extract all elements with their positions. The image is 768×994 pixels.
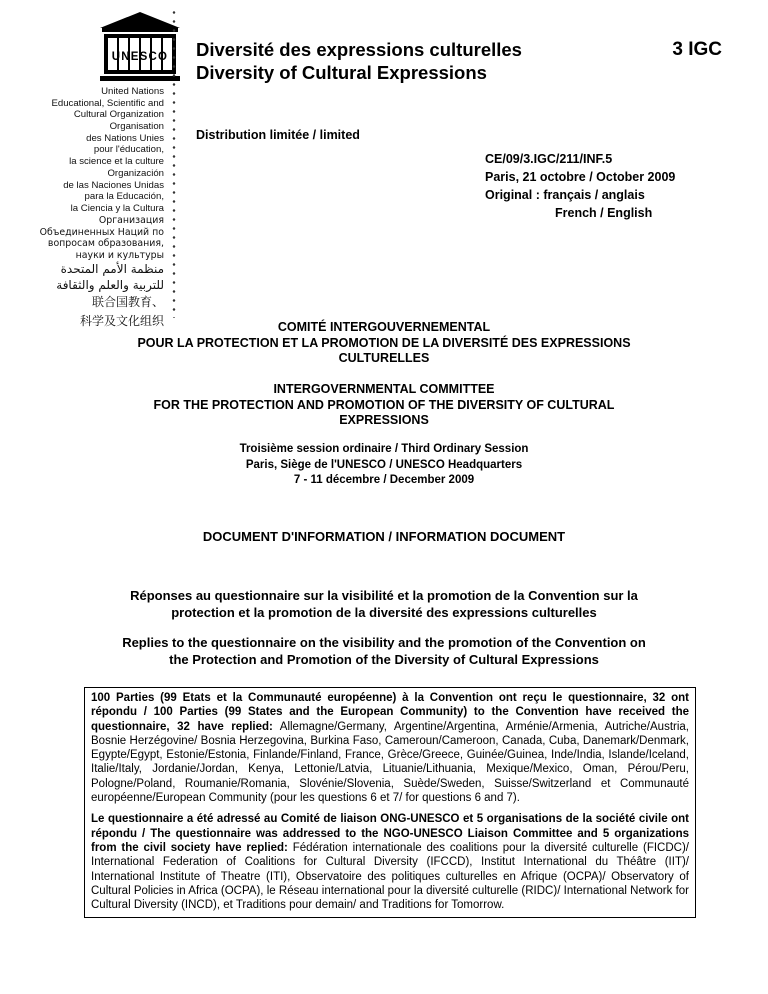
org-name-ru <box>40 215 164 261</box>
org-line: des Nations Unies <box>86 132 164 144</box>
committee-line: CULTURELLES <box>338 351 430 365</box>
subject-line: Replies to the questionnaire on the visibility and the promotion of the Convention on <box>122 635 646 650</box>
dotted-divider <box>172 8 176 318</box>
session-name: Troisième session ordinaire / Third Ordinary Session <box>239 443 529 455</box>
subject-line: protection et la promotion de la diversité des expressions culturelles <box>171 604 597 620</box>
document-type: DOCUMENT D'INFORMATION / INFORMATION DOCUMENT <box>202 529 566 544</box>
committee-line: COMITÉ INTERGOUVERNEMENTAL <box>277 320 491 334</box>
distribution-label: Distribution limitée / limited <box>196 128 360 142</box>
document-original-language-en: French / English <box>555 206 653 220</box>
subject-fr <box>60 588 708 621</box>
parties-intro: 100 Parties (99 Etats et la Communauté européenne) à la Convention ont reçu le questionnaire, 32 ont répondu / 100 Parties (99 States and the European Community) to the Convention have received the questionnaire, 32 have replied: <box>91 692 689 733</box>
org-line: Организация <box>98 215 164 226</box>
org-line: 科学及文化组织 <box>79 314 164 328</box>
document-code: CE/09/3.IGC/211/INF.5 <box>485 152 613 166</box>
org-line: вопросам образования, <box>47 238 164 249</box>
title-fr: Diversité des expressions culturelles <box>196 39 522 60</box>
org-line: la Ciencia y la Cultura <box>70 202 164 214</box>
org-line: Объединенных Наций по <box>39 226 164 238</box>
org-line: Cultural Organization <box>73 109 164 120</box>
session-dates: 7 - 11 décembre / December 2009 <box>293 474 475 486</box>
ngo-intro: Le questionnaire a été adressé au Comité de liaison ONG-UNESCO et 5 organisations de la société civile ont répondu / The questionnaire was addressed to the NGO-UNESCO Liaison Committee and 5 organizations from the civil society have replied: <box>91 813 689 854</box>
committee-line: POUR LA PROTECTION ET LA PROMOTION DE LA DIVERSITÉ DES EXPRESSIONS <box>137 335 631 350</box>
org-line: United Nations <box>101 86 164 97</box>
org-line: la science et la culture <box>69 155 164 167</box>
org-line: de las Naciones Unidas <box>63 179 164 191</box>
org-line: للتربية والعلم والثقافة <box>56 278 164 292</box>
unesco-logo <box>34 10 169 328</box>
subject-line: the Protection and Promotion of the Diversity of Cultural Expressions <box>169 651 599 667</box>
org-line: Organisation <box>109 121 164 132</box>
org-name-fr <box>69 121 164 167</box>
org-line: Educational, Scientific and <box>51 97 164 109</box>
document-original-language: Original : français / anglais <box>485 188 645 202</box>
title-en: Diversity of Cultural Expressions <box>196 62 487 83</box>
parties-list: Allemagne/Germany, Argentine/Argentina, Arménie/Armenia, Autriche/Austria, Bosnie Herzégovine/ Bosnia Herzegovina, Burkina Faso, Cameroun/Cameroon, Canada, Cuba, Danemark/Denmark, Egypte/Egypt, Estonie/Estonia, Finlande/Finland, France, Grèce/Greece, Guinée/Guinea, Inde/India, Islande/Iceland, Italie/Italy, Jordanie/Jordan, Kenya, Lettonie/Latvia, Lituanie/Lithuania, Mexique/Mexico, Oman, Pérou/Peru, Pologne/Poland, Roumanie/Romania, Slovénie/Slovenia, Suède/Sweden, Suisse/Switzerland et Communauté européenne/European Community (pour les questions 6 et 7/ for questions 6 and 7). <box>91 720 689 805</box>
session-code: 3 IGC <box>672 39 722 60</box>
org-line: науки и культуры <box>75 249 164 261</box>
session-info <box>60 442 708 489</box>
org-line: منظمة الأمم المتحدة <box>60 262 164 276</box>
subject-en <box>60 635 708 668</box>
org-name-es <box>63 168 164 214</box>
org-name-ar <box>56 261 164 293</box>
responses-summary-box <box>84 687 696 918</box>
ngo-paragraph <box>91 812 689 912</box>
committee-name-fr <box>60 320 708 367</box>
org-line: 联合国教育、 <box>91 295 164 309</box>
unesco-wordmark: UNESCO <box>111 51 169 63</box>
org-name-en <box>51 86 164 121</box>
committee-line: EXPRESSIONS <box>339 413 429 427</box>
committee-line: INTERGOVERNMENTAL COMMITTEE <box>273 382 495 396</box>
document-date: Paris, 21 octobre / October 2009 <box>485 170 676 184</box>
subject-line: Réponses au questionnaire sur la visibilité et la promotion de la Convention sur la <box>130 588 638 603</box>
committee-name-en <box>60 382 708 429</box>
session-place: Paris, Siège de l'UNESCO / UNESCO Headquarters <box>245 458 523 471</box>
document-reference <box>485 150 675 222</box>
org-line: para la Educación, <box>84 191 164 202</box>
org-line: Organización <box>107 168 164 179</box>
org-line: pour l'éducation, <box>93 144 164 155</box>
ngo-list: Fédération internationale des coalitions pour la diversité culturelle (FICDC)/ International Federation of Coalitions for Cultural Diversity (IFCCD), Institut International du Théâtre (IIT)/ International Institute of Theatre (ITI), Observatoire des politiques culturelles en Afrique (OCPA)/ Observatory of Cultural Policies in Africa (OCPA), le Réseau international pour la diversité culturelle (RIDC)/ International Network for Cultural Diversity (INCD), et Traditions pour demain/ and Traditions for Tomorrow. <box>91 841 689 912</box>
page-title <box>196 38 522 84</box>
committee-line: FOR THE PROTECTION AND PROMOTION OF THE DIVERSITY OF CULTURAL <box>153 397 615 412</box>
parties-paragraph <box>91 691 689 805</box>
